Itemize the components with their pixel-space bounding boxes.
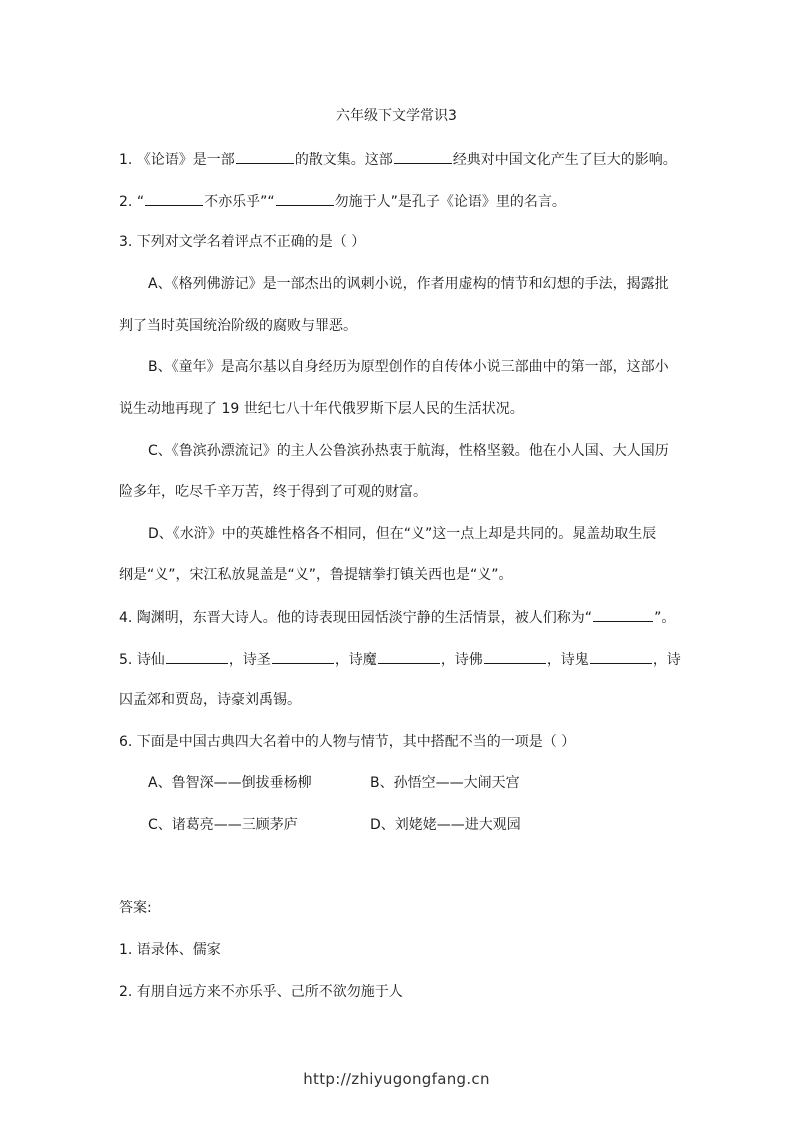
q1-text-b: 的散文集。这部 [294,152,393,168]
q3-option-b-line2: 说生动地再现了 19 世纪七八十年代俄罗斯下层人民的生活状况。 [119,401,524,417]
q1-text-a: 《论语》是一部 [136,152,235,168]
q2-text-b: 不亦乐乎”“ [204,194,275,210]
answer-2: 2. 有朋自远方来不亦乐乎、己所不欲勿施于人 [119,984,403,1000]
q2-number: 2. [119,194,133,210]
q5-line-2: 囚孟郊和贾岛，诗豪刘禹锡。 [119,692,301,708]
q3-option-c-line2: 险多年，吃尽千辛万苦，终于得到了可观的财富。 [119,484,427,500]
q1-blank-1 [236,149,294,164]
question-1 [119,149,676,170]
question-2 [119,191,676,212]
q5-blank-3 [378,649,440,664]
q5-text-4: ，诗佛 [440,652,483,668]
q2-text-c: 勿施于人”是孔子《论语》里的名言。 [334,194,566,210]
q5-blank-1 [166,649,228,664]
question-4 [119,607,676,628]
q6-option-a: A、鲁智深——倒拔垂杨柳 [148,775,312,791]
q6-option-c: C、诸葛亮——三顾茅庐 [148,817,298,833]
q3-option-a-line1: A、《格列佛游记》是一部杰出的讽刺小说，作者用虚构的情节和幻想的手法，揭露批 [148,276,669,292]
q5-text-2: ，诗圣 [228,652,271,668]
q6-option-b: B、孙悟空——大闹天宫 [370,775,520,791]
q5-text-1: 诗仙 [136,652,165,668]
page-title: 六年级下文学常识3 [336,108,457,124]
q3-option-d-line1: D、《水浒》中的英雄性格各不相同，但在“义”这一点上却是共同的。晁盖劫取生辰 [148,526,657,542]
q4-blank [593,607,653,622]
q6-option-d: D、刘姥姥——进大观园 [370,817,521,833]
q5-blank-5 [590,649,652,664]
q2-blank-1 [145,191,203,206]
q2-blank-2 [276,191,334,206]
q2-text-a: “ [136,194,145,210]
q3-option-c-line1: C、《鲁滨孙漂流记》的主人公鲁滨孙热衷于航海，性格坚毅。他在小人国、大人国历 [148,443,669,459]
q5-text-3: ，诗魔 [334,652,377,668]
q5-blank-4 [484,649,546,664]
q1-number: 1. [119,152,133,168]
q1-text-c: 经典对中国文化产生了巨大的影响。 [452,152,677,168]
footer-url: http://zhiyugongfang.cn [303,1070,490,1088]
q5-number: 5. [119,652,133,668]
question-6-stem: 6. 下面是中国古典四大名着中的人物与情节，其中搭配不当的一项是（ ） [119,734,576,750]
answer-1: 1. 语录体、儒家 [119,942,221,958]
q5-text-6: ，诗 [652,652,681,668]
q4-text-a: 4. 陶渊明，东晋大诗人。他的诗表现田园恬淡宁静的生活情景，被人们称为“ [119,610,593,626]
q3-option-a-line2: 判了当时英国统治阶级的腐败与罪恶。 [119,318,357,334]
q5-blank-2 [272,649,334,664]
answers-heading: 答案: [119,900,152,916]
q5-text-5: ，诗鬼 [546,652,589,668]
q3-option-b-line1: B、《童年》是高尔基以自身经历为原型创作的自传体小说三部曲中的第一部，这部小 [148,359,669,375]
question-3-stem: 3. 下列对文学名着评点不正确的是（ ） [119,234,366,250]
q3-option-d-line2: 纲是“义”，宋江私放晁盖是“义”，鲁提辖拳打镇关西也是“义”。 [119,567,513,583]
q4-text-b: ”。 [654,610,676,626]
question-5 [119,649,681,670]
q1-blank-2 [394,149,452,164]
